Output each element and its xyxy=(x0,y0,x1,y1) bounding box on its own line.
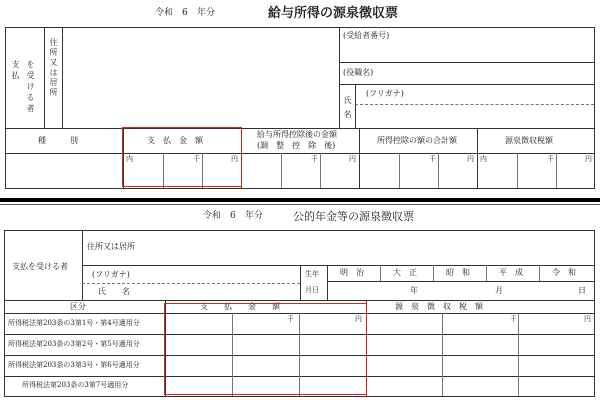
form1-position-label: (役職名) xyxy=(343,68,374,77)
form1-era: 令和 xyxy=(155,8,174,18)
form2-col-tax: 源 泉 徴 収 税 額 xyxy=(395,302,483,311)
form1-col-payment: 支 払 金 額 xyxy=(147,136,203,145)
form1-col-type: 種 別 xyxy=(38,136,78,145)
form1-unit-uchi: 内 xyxy=(126,155,133,163)
form2-era-meiji: 明 治 xyxy=(340,268,364,277)
form2-payment-highlight xyxy=(164,303,367,395)
form2-era-reiwa: 令 和 xyxy=(552,268,576,277)
form1-address-label: 住所又は居所 xyxy=(49,38,58,98)
form1-recipient-number: (受給者番号) xyxy=(343,31,390,40)
form2-address-label: 住所又は居所 xyxy=(87,242,135,251)
form2-row-2: 所得税法第203条の3第2号・第5号適用分 xyxy=(8,340,140,348)
form-separator xyxy=(0,198,600,202)
form1-furigana: (フリガナ) xyxy=(366,89,404,98)
form2-era: 令和 xyxy=(203,211,222,221)
form1-year: 6 xyxy=(182,8,188,18)
form2-era-heisei: 平 成 xyxy=(499,268,523,277)
form1-col-tax: 源泉徴収税額 xyxy=(505,136,553,145)
form1-name-label: 氏名 xyxy=(343,96,352,124)
form2-col-payment: 支 払 金 額 xyxy=(200,302,280,311)
form2-name-label: 氏 名 xyxy=(98,287,130,296)
form2-furigana: (フリガナ) xyxy=(92,270,130,279)
form1-col-after-deduction: 給与所得控除後の金額 xyxy=(257,130,337,139)
form2-era-taisho: 大 正 xyxy=(393,268,417,277)
form2-row-4: 所得税法第203条の3第7号適用分 xyxy=(22,381,129,389)
form1-payee-label: 支払 xyxy=(11,60,20,82)
form1-col-after-deduction-sub: (調 整 控 除 後) xyxy=(257,141,336,150)
form1-payment-highlight xyxy=(122,127,242,187)
form1-year-suffix: 年分 xyxy=(197,8,216,18)
form2-row-1: 所得税法第203条の3第1号・第4号適用分 xyxy=(8,319,140,327)
form2-unit-month: 月 xyxy=(495,286,503,295)
form2-birth-label-1: 生年 xyxy=(305,270,319,278)
form1-col-deduction-total: 所得控除の額の合計額 xyxy=(377,136,457,145)
form2-payee-label: 支払を受ける者 xyxy=(12,262,68,271)
form2-era-showa: 昭 和 xyxy=(446,268,470,277)
form1-title: 給与所得の源泉徴収票 xyxy=(268,6,399,21)
form2-unit-day: 日 xyxy=(578,286,586,295)
form2-unit-year: 年 xyxy=(410,286,418,295)
form2-birth-label-2: 月日 xyxy=(305,286,319,294)
form2-row-3: 所得税法第203条の3第3号・第6号適用分 xyxy=(8,361,140,369)
form2-year: 6 xyxy=(230,211,236,221)
form2-year-suffix: 年分 xyxy=(245,211,264,221)
form2-title: 公的年金等の源泉徴収票 xyxy=(293,210,414,223)
form2-col-category: 区分 xyxy=(70,302,86,311)
